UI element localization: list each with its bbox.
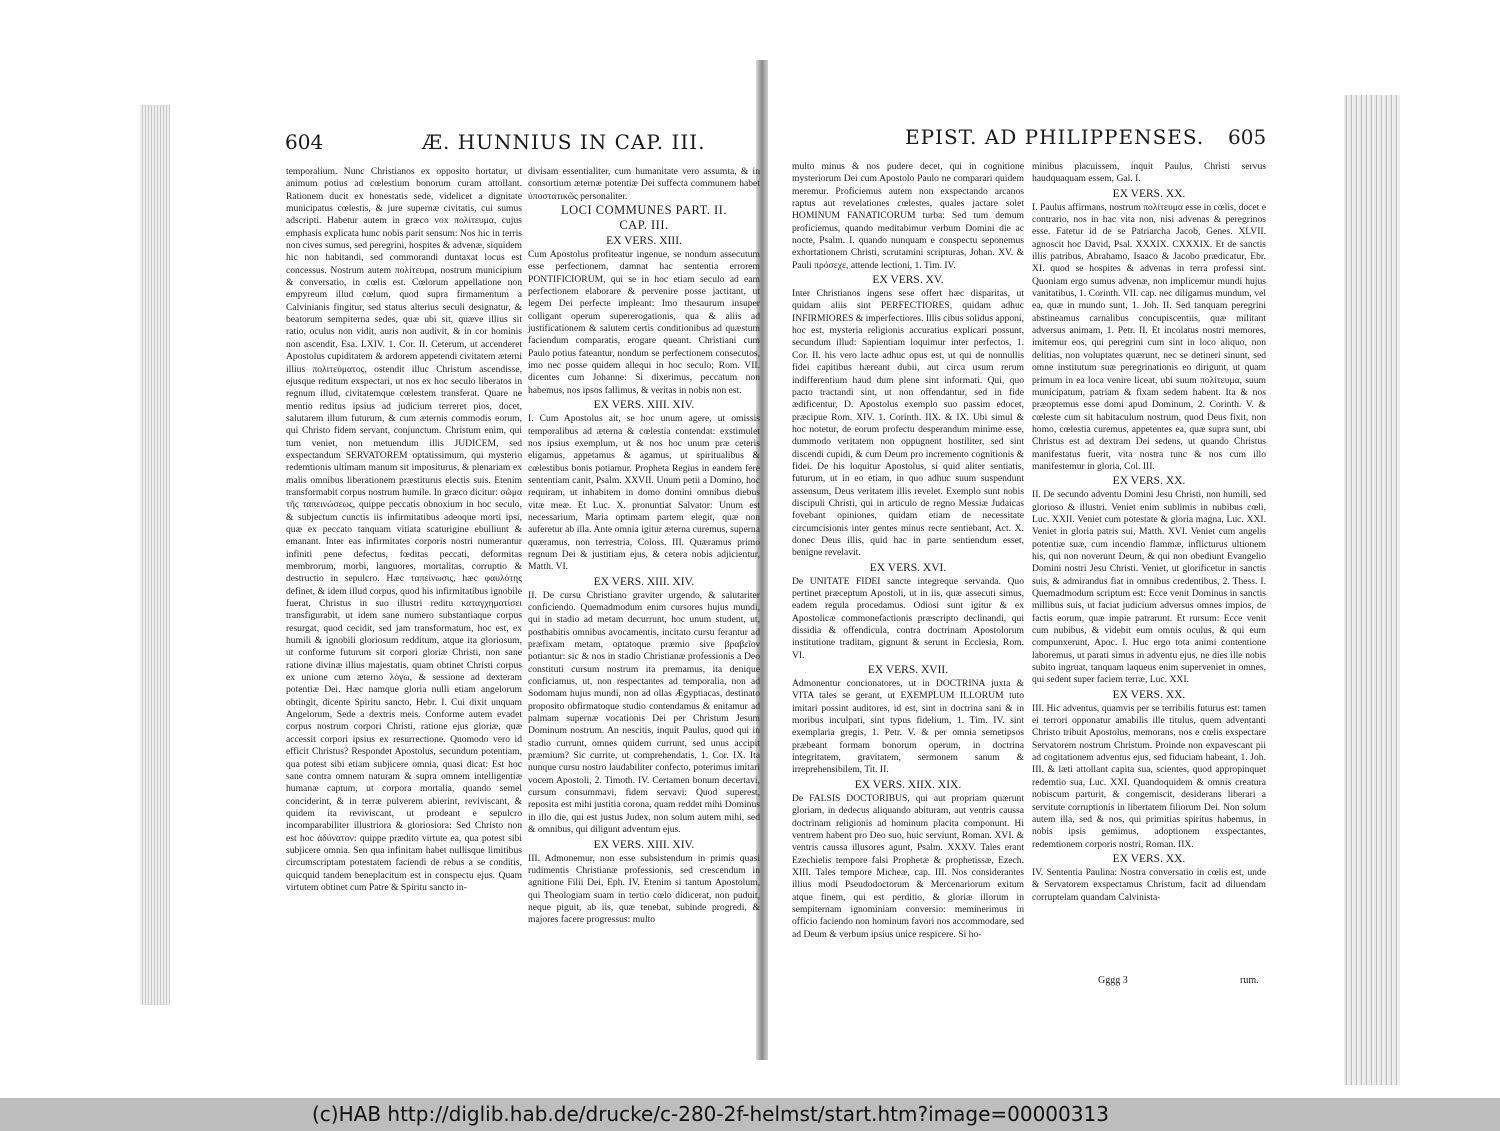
loci-heading: LOCI COMMUNES PART. II. [561,203,727,218]
commentary-continuation: multo minus & nos pudere decet, qui in cognitione mysteriorum Dei cum Apostolo Paulo ne comparari quidem meremur. Proficiemus autem non exspectando arcanos raptus aut revelationes cœlestes, quales jactare solet HOMINUM FANATICORUM turba: Sed tum demum proficiemus, quando meditabimur verbum Domini die ac nocte, Psalm. I. quando nunquam e conspectu seponemus exhortationem Christi, scrutamini scripturas, Johan. XV. & Pauli πρόσεχε, attende lectioni, 1. Tim. IV. [792,161,1024,271]
left-page-number: 604 [285,130,324,154]
section-text: Inter Christianos ingens sese offert hæc disparitas, ut quidam aliis sint PERFECTIORES, quidam adhuc INFIRMIORES & imperfectiores. Illis cibus solidus apponi, hoc est, mysteria religionis accuratius explicari possunt, secundum illud: Sapientiam loquimur inter perfectos, 1. Cor. II. his vero lacte adhuc opus est, ut qui de nonnullis fidei capitibus hæreant dubii, aut circa usum rerum indifferentium haud dum plene sint informati. Qui, quo pacto tractandi sint, ut non offendantur, sed in fide ædificentur, D. Apostolus exemplo suo passim edocet, præcipue Rom. XIV. 1. Corinth. IIX. & IX. Ubi simul & hoc notetur, de eorum profectu desperandum minime esse, dummodo veritatem non oppugnent hostiliter, sed sint discendi cupidi, & cum Deum pro incremento cognitionis & fidei. De his loquitur Apostolus, si quid aliter sentiatis, futurum, ut in eo etiam, in quo adhuc suum suspendunt assensum, Deus veritatem illis revelet. Exemplo sunt nobis discipuli Christi, qui in articulo de regno Messiæ Judaicas fovebant opiniones, quidam etiam de necessitate circumcisionis inter gentes minus recte sentiebant, Act. X. donec Deus illis, quid hac in parte sentiendum esset, benigne revelavit. [792,288,1024,559]
section-text: Admonentur concionatores, ut in DOCTRINA juxta & VITA tales se gerant, ut EXEMPLUM ILLORUM tuto imitari possint auditores, id est, sint in doctrina sani & in moribus inculpati, sint typus fidelium, 1. Tim. IV. sint exemplaria gregis, 1. Petr. V. & per omnia semetipsos præbeant formam bonorum operum, in doctrina integritatem, gravitatem, sermonem sanum & irreprehensibilem, Tit. II. [792,678,1024,776]
section-text: De UNITATE FIDEI sancte integreque servanda. Quo pertinet præceptum Apostoli, ut in iis, quæ assecuti simus, eadem regula procedamus. Odiosi sunt igitur & ex Apostolicæ commonefactionis præscripto declinandi, qui dissidia & offendicula, contra doctrinam Apostolorum institutione traditam, gignunt & serunt in Ecclesia, Rom. VI. [792,575,1024,661]
right-page-edge [1344,95,1400,1085]
section-heading: EX VERS. XX. [1112,852,1186,865]
section-heading: EX VERS. XX. [1112,475,1186,488]
section-heading: EX VERS. XIII. XIV. [593,575,695,588]
left-running-title: Æ. HUNNIUS IN CAP. III. [422,130,706,154]
section-heading: EX VERS. XVII. [867,664,949,677]
section-heading: EX VERS. XX. [1112,187,1186,200]
section-text: IV. Sententia Paulina: Nostra conversatio in cœlis est, unde & Servatorem exspectamus Christum, facit ad diluendam corruptelam quandam Calvinista- [1032,866,1266,903]
section-heading: EX VERS. XIII. [606,235,682,248]
commentary-paragraph: temporalium. Nunc Christianos ex opposito hortatur, ut animum potius ad cœlestium bonorum curam attollant. Rationem ducit ex honestatis sede, videlicet a dignitate municipatus cœlestis, & jure supernæ civitatis, cui sumus adscripti. Habetur autem in græco vox πολίτευμα, cujus emphasis explicata hunc nobis parit sensum: Nos hic in terris non cives sumus, sed peregrini, hospites & advenæ, siquidem hic non habitandi, sed commorandi duntaxat locus est concessus. Nostrum autem πολίτευμα, nostrum municipium & conversatio, in cœlis est. Cœlorum appellatione non empyreum illud cœlum, quod supra firmamentum a Calvinianis fingitur, sed status alterius seculi designatur, & beatorum sempiterna sedes, quæ ubi sit, quæve illius sit ratio, oculus non vidit, auris non audivit, & in cor hominis non ascendit, Esa. LXIV. 1. Cor. II. Ceterum, ut accenderet Apostolus cupiditatem & ardorem appetendi civitatem æterni illius πολιτεύματος, ostendit illuc Christum ascendisse, ejusque reditum exspectari, ut nos ex hoc seculo liberatos in regnum illud, civitatemque cœlestem transferat. Quare ne mentio reditus ipsius ad judicium terreret pios, docet, salutarem illum futurum, & cum æternis commodis eorum, qui Christo fidem servant, conjunctum. Christum enim, qui tum veniet, non metuendum illis JUDICEM, sed exspectandum SERVATOREM optatissimum, qui mysterio redemtionis ultimam manum sit impositurus, & plenariam ex malis omnibus liberationem præstiturus electis suis. Etenim transformabit corpus nostrum humile. In græco dicitur: σῶμα τῆς ταπεινώσεως, quippe peccatis obnoxium in hoc seculo, & subjectum cunctis iis infirmitatibus adeoque morti ipsi, quæ ex peccato tanquam vitiata scaturigine ebulliunt & emanant. Inter eas infirmitates corporis nostri numerantur infiniti pene defectus, fœditas peccati, deformitas membrorum, morbi, languores, mortalitas, corruptio & destructio in sepulcro. Hæc ταπείνωσις, hæc φαυλότης definet, & idem illud corpus, quod his infirmitatibus ignobile fuerat, Christus in suo illustri reditu καταγχηματίσει transfigurabit, ut idem sane numero substantiaque corpus resurgat, quod cecidit, sed jam transformatum, hoc est, ex humili & ignobili gloriosum redditum, atque ita gloriosum, ut conforme futurum sit corpori gloriæ Christi, non sane ratione divinæ illius majestatis, quam obtinet Christi corpus ex unione cum æterno λόγω, & sessione ad dexteram potentiæ Dei. Hæc namque gloria nulli etiam angelorum obtingit, dicente Spiritu sancto, Hebr. I. Cui dixit unquam Angelorum, Sede a dextris meis. Conforme autem evadet corpus nostrum corpori Christi, ratione ejus gloriæ, quæ accessit corpori ipsius ex resurrectione. Quomodo vero id efficit Christus? Respondet Apostolus, secundum potentiam, qua potest sibi etiam subjicere omnia, quasi dicat: Est hoc sane contra omnem naturam & supra omnem intelligentiæ humanæ captum, ut corpora mortalia, quando semel conciderint, & in terræ pulverem abierint, reviviscant, & quidem ita reviviscant, ut prodeant e sepulcro incomparabiliter illustriora & gloriosiora: Sed Christo non est hoc ἀδύνατον: quippe prædito virtute ea, qua potest sibi subjicere omnia. Sen qua infinitam habet nullisque limitibus circumscriptam potestatem faciendi de rebus a se conditis, quicquid tandem beneplacitum est in conspectu ejus. Quam virtutem obtinet cum Patre & Spiritu sancto in- [286,166,522,893]
section-text: I. Cum Apostolus ait, se hoc unum agere, ut omissis temporalibus ad æterna & cœlestia contendat: exstimulet nos ipsius exemplum, ut & nos hoc unum præ ceteris eligamus, appetamus & agamus, ut spiritualibus & cœlestibus bonis potiamur. Propheta Regius in eandem fere sententiam canit, Psalm. XXVII. Unum petii a Domino, hoc requiram, ut inhabitem in domo domini omnibus diebus vitæ meæ. Et Luc. X. pronuntiat Salvator: Unum est necessarium, Maria optimam partem elegit, quæ non auferetur ab illa. Ante omnia igitur æterna curemus, superna quæramus, non terrestria, Coloss. III. Quæramus primo regnum Dei & justitiam ejus, & cetera nobis adjicientur, Matth. VI. [528,413,760,573]
section-text: II. De secundo adventu Domini Jesu Christi, non humili, sed glorioso & illustri. Veniet enim sublimis in nubibus cœli, Luc. XXII. Veniet cum potestate & gloria magna, Luc. XXI. Veniet in gloria patris sui, Matth. XVI. Veniet cum angelis potentiæ suæ, cum incendio flammæ, inflicturus ultionem his, qui non noverunt Deum, & qui non obediunt Evangelio Domini nostri Jesu Christi. Veniet, ut glorificetur in sanctis suis, & admirandus fiat in omnibus credentibus, 2. Thess. I. Quemadmodum scriptum est: Ecce venit Dominus in sanctis millibus suis, ut faciat judicium adversus omnes impios, de factis eorum, quæ impie patrarunt. Et rursum: Ecce venit cum nubibus, & videbit eum omnis oculus, & qui eum compunxerunt, Apoc. I. Huc ergo tota animi contentione laboremus, ut parati simus in adventu ejus, ne dies ille nobis subito ingruat, tanquam laqueus enim superveniet in omnes, qui sedent super faciem terræ, Luc. XXI. [1032,489,1266,686]
left-page-edge [140,105,170,1005]
source-footer [0,1098,1500,1131]
left-running-head [170,130,756,162]
right-column-1 [792,161,1024,941]
section-heading: EX VERS. XIII. XIV. [593,838,695,851]
section-text: III. Admonemur, non esse subsistendum in primis quasi rudimentis Christianæ professionis, sed crescendum in agnitione Filii Dei, Eph. IV. Etenim si tantum Apostolum, qui Theologiam suam in tertio cœlo didicerat, non puduit, neque piguit, ab iis, quæ tenebat, subinde progredi, & majores facere progressus: multo [528,852,760,926]
section-text: I. Paulus affirmans, nostrum πολίτευμα esse in cœlis, docet e contrario, nos in hac vita non, nisi advenas & peregrinos esse. Fatetur id de se Patriarcha Jacob, Genes. XLVII. agnoscit hoc David, Psal. XXXIX. CXXXIX. Et de sanctis illis patribus, Abrahamo, Isaaco & Jacobo prædicatur, Ebr. XI. quod se hospites & advenas in terra professi sint. Quoniam ergo sumus advenæ, non implicemur mundi hujus vanitatibus, 1. Corinth. VII. cap. nec diligamus mundum, vel ea, quæ in mundo sunt, 1. Joh. II. Sed tanquam peregrini abstineamus carnalibus concupiscentiis, quæ militant adversus animam, 1. Petr. II. Et incolatus nostri memores, imitemur eos, qui peregrini cum sint in loco aliquo, non delitias, non voluptates quærunt, nec se detineri sinunt, sed omne institutum suæ peregrinationis eo dirigunt, ut quam primum in ea loca venire liceat, ubi suum πολίτευμα, suum municipatum, patriam & fixam sedem habent. Ita & nos præoptemus esse domi apud Dominum, 2. Corinth. V. & cœleste cum sit habitaculum nostrum, quod Deus fixit, non homo, cœlestia curemus, appetentes ea, quæ supra sunt, ubi Christus est ad dextram Dei sedens, ut quando Christus manifestatus fuerit, vita nostra tunc & nos cum illo manifestemur in gloria, Col. III. [1032,201,1267,472]
right-column-2 [1032,161,1266,904]
commentary-continuation: minibus placuissem, inquit Paulus, Christi servus haudquaquam essem, Gal. I. [1032,161,1266,185]
section-text: II. De cursu Christiano graviter urgendo, & salutariter conficiendo. Quemadmodum enim cursores hujus mundi, qui in stadio ad metam decurrunt, hoc unum student, ut, posthabitis omnibus avocamentis, incitato cursu ferantur ad præfixam metam, optatoque præmio sive βραβεῖον potiantur: sic & nos in stadio Christianæ professionis a Deo constituti cursum nostrum ita premamus, ita denique conficiamus, ut, non respectantes ad temporalia, non ad Sodomam hujus mundi, non ad ollas Ægyptiacas, destinato proposito obfirmatoque studio contendamus & enitamur ad palmam supernæ vocationis Dei per Christum Jesum Dominum nostrum. An nescitis, inquit Paulus, quod qui in stadio currunt, omnes quidem currunt, sed unus accipit præmium? Sic currite, ut comprehendatis, 1. Cor. IX. Ita nunque cursu nostro laudabiliter confecto, poterimus imitari vocem Apostoli, 2. Timoth. IV. Certamen bonum decertavi, cursum consummavi, fidem servavi: Quod superest, reposita est mihi justitia corona, quam reddet mihi Dominus in illo die, qui est justus Judex, non solum autem mihi, sed & omnibus, qui diligunt adventum ejus. [528,589,760,836]
section-text: Cum Apostolus profiteatur ingenue, se nondum assecutum esse perfectionem, damnat hac sententia errorem PONTIFICIORUM, qui se in hoc etiam seculo ad eam perfectionem elaborare & pervenire posse jactitant, ut legem Dei perfecte impleant: Imo thesaurum insuper colligant operum supererogationis, qua & aliis ad justificationem & salutem certis conditionibus ad quæstum faciendum comparatis, erogare queant. Christiani cum Paulo potius fateantur, nondum se perfectionem consecutos, imo nec posse quidem allequi in hoc seculo; Rom. VII. dicentes cum Johanne: Si dixerimus, peccatum non habemus, nos ipsos fallimus, & veritas in nobis non est. [528,249,760,396]
section-heading: EX VERS. XX. [1112,688,1186,701]
section-heading: EX VERS. XIIX. XIX. [854,778,962,791]
left-page [170,100,760,1000]
right-running-head [768,125,1344,157]
chapter-heading: CAP. III. [619,218,669,233]
section-text: III. Hic adventus, quamvis per se terribilis futurus est: tamen ei terrori opponatur amabilis ille titulus, quem adventanti Christo tribuit Apostolus, memorans, nos e cœlis exspectare Servatorem nostrum Christum. Proinde non expavescant pii ad cogitationem adventus ejus, sed fiduciam habeant, 1. Joh. III. & læti attollant capita sua, scientes, quod appropinquet redemtio sua, Luc. XXI. Quandoquidem & omnis creatura nobiscum parturit, & congemiscit, desiderans liberari a servitute corruptionis in libertatem filiorum Dei. Non solum autem illa, sed & nos, qui primitias spiritus habemus, in nobis ipsis gemimus, adoptionem exspectantes, redemtionem corporis nostri, Roman. IIX. [1032,702,1266,850]
left-column-1 [286,166,522,894]
catchword: rum. [1240,975,1259,986]
commentary-continuation: divisam essentialiter, cum humanitate vero assumta, & in consortium æternæ potentiæ Dei suffecta communem habet ὑποστατικῶς personaliter. [528,166,760,202]
section-heading: EX VERS. XIII. XIV. [593,399,695,412]
right-page [768,95,1344,1015]
right-page-number: 605 [1228,125,1267,149]
section-text: De FALSIS DOCTORIBUS, qui aut propriam quærunt gloriam, in dedecus aliquando abituram, aut ventris caussa doctrinam religionis ad hominum placita componunt. Hi ventrem habent pro Deo suo, huic serviunt, Roman. XVI. & ventris caussa illusores agunt, Psalm. XXXV. Tales erant Ezechielis tempore falsi Prophetæ & prophetissæ, Ezech. XIII. Tales tempore Micheæ, cap. III. Nos considerantes illius modi Pseudodoctorum & Mercenariorum exitum atque finem, qui est perditio, & gloriæ illorum in sempiternam ignominiam conversio: meminerimus in officio faciendo non hominum favori nos accommodare, sed ad Deum & verbum ipsius unice respicere. Si ho- [792,792,1024,940]
right-running-title: EPIST. AD PHILIPPENSES. [905,125,1205,149]
left-column-2 [528,166,760,927]
source-credit: (c)HAB http://diglib.hab.de/drucke/c-280-2f-helmst/start.htm?image=00000313 [312,1102,1109,1126]
section-heading: EX VERS. XV. [872,274,944,287]
section-heading: EX VERS. XVI. [869,561,947,574]
signature-mark: Gggg 3 [1098,975,1128,986]
